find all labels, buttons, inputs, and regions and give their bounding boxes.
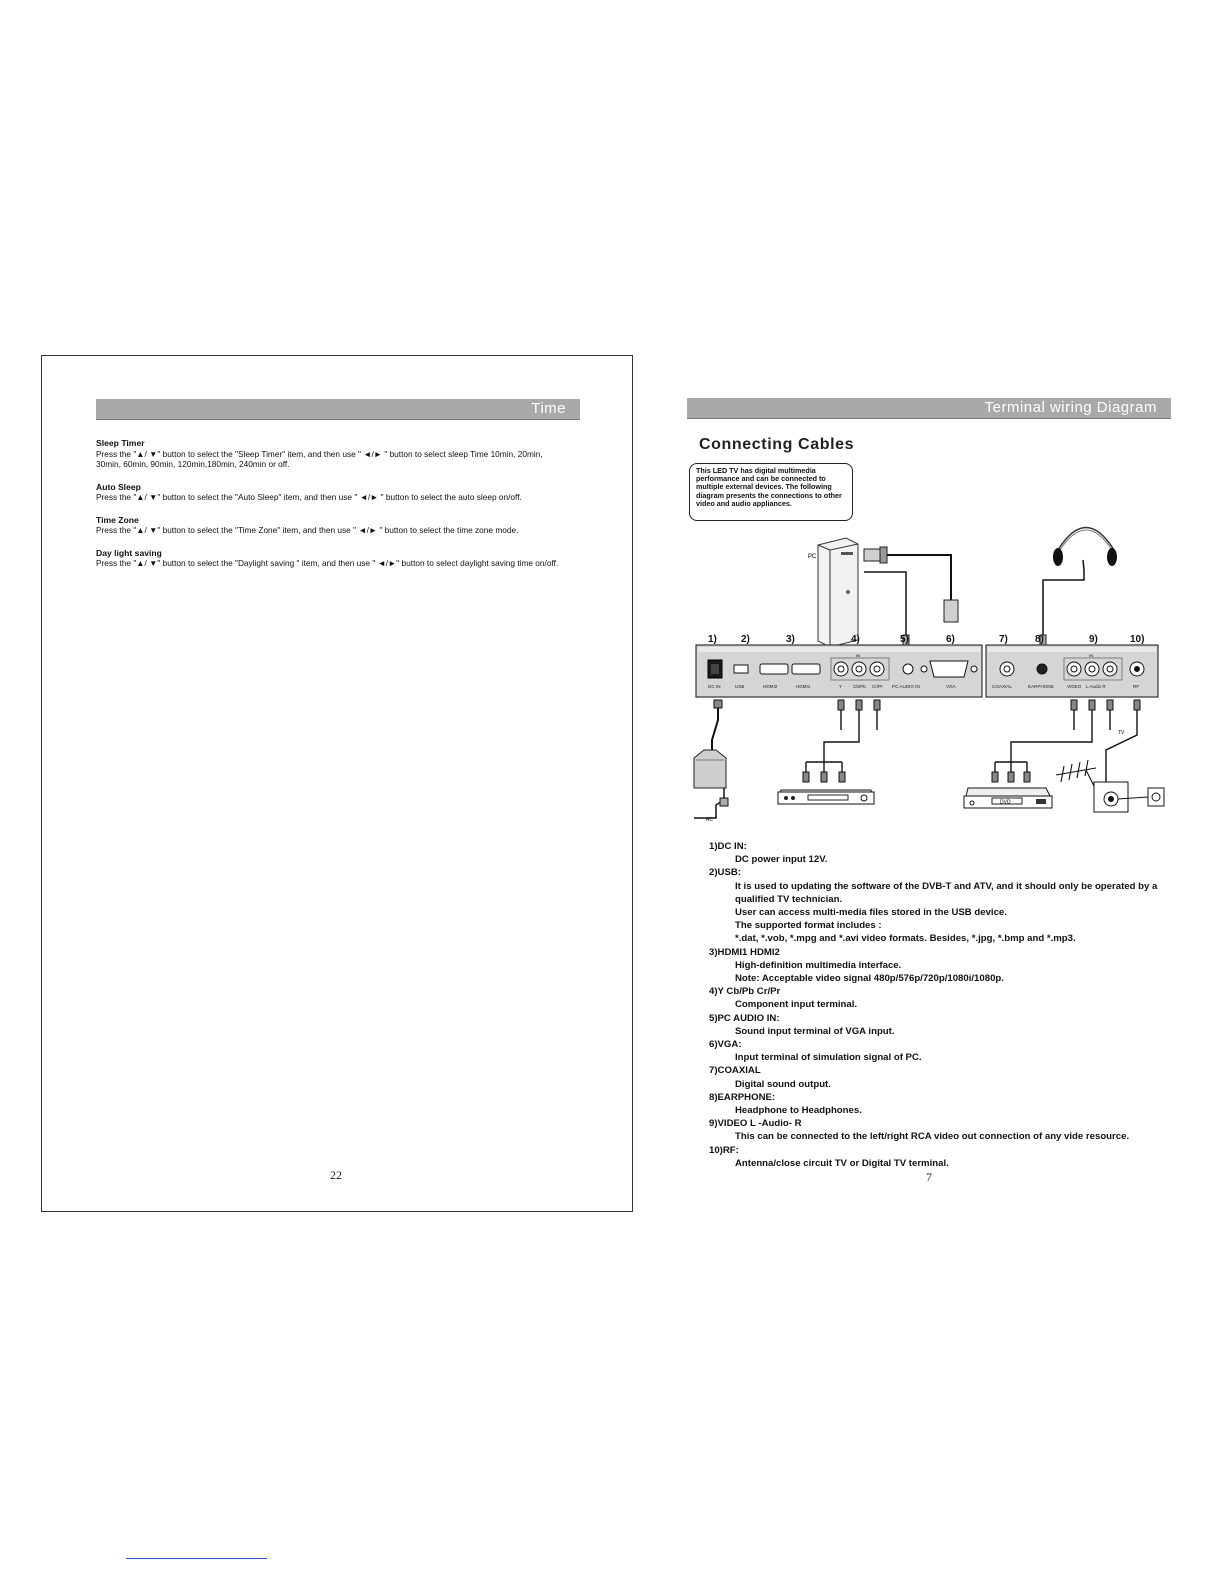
terminal-desc: Input terminal of simulation signal of PC. xyxy=(735,1052,922,1064)
section-text: Press the "▲/ ▼" button to select the "Daylight saving " item, and then use " ◄/►" button to select daylight saving time on/off. xyxy=(96,558,559,568)
terminal-item xyxy=(709,1012,1169,1038)
terminal-descriptions xyxy=(709,840,1169,1170)
terminal-desc: *.dat, *.vob, *.mpg and *.avi video formats. Besides, *.jpg, *.bmp and *.mp3. xyxy=(735,933,1076,945)
info-box: This LED TV has digital multimedia performance and can be connected to multiple external devices. The following diagram presents the connections to other video and audio appliances. xyxy=(689,463,853,521)
terminal-item xyxy=(709,1038,1169,1064)
port-number: 10) xyxy=(1130,634,1145,645)
section-title: Sleep Timer xyxy=(96,438,145,448)
auto-sleep-section xyxy=(96,482,566,503)
terminal-item xyxy=(709,946,1169,986)
rf-wall-socket-icon xyxy=(1094,782,1164,812)
terminal-label: 8)EARPHONE: xyxy=(709,1091,776,1103)
port-label: VIDEO xyxy=(1067,684,1082,689)
port-number: 8) xyxy=(1035,634,1044,645)
port-label: HDMI1 xyxy=(796,684,811,689)
ac-label: AC xyxy=(706,817,713,823)
port-number: 1) xyxy=(708,634,717,645)
time-banner xyxy=(96,399,580,420)
time-banner-title: Time xyxy=(531,400,566,417)
terminal-label: 7)COAXIAL xyxy=(709,1065,761,1077)
terminal-banner-title: Terminal wiring Diagram xyxy=(984,399,1157,416)
port-number: 9) xyxy=(1089,634,1098,645)
dvd-player-left-icon xyxy=(778,790,874,804)
terminal-item xyxy=(709,840,1169,866)
terminal-desc: Antenna/close circuit TV or Digital TV terminal. xyxy=(735,1157,949,1169)
sleep-timer-section xyxy=(96,438,566,470)
terminal-item xyxy=(709,1117,1169,1143)
terminal-desc: DC power input 12V. xyxy=(735,854,828,866)
terminal-item xyxy=(709,1064,1169,1090)
port-number: 5) xyxy=(900,634,909,645)
terminal-label: 1)DC IN: xyxy=(709,841,747,852)
port-label: HDMI2 xyxy=(763,684,778,689)
terminal-desc: The supported format includes : xyxy=(735,920,882,932)
terminal-desc: This can be connected to the left/right RCA video out connection of any vide resource. xyxy=(735,1131,1130,1143)
section-text: Press the "▲/ ▼" button to select the "Auto Sleep" item, and then use " ◄/► " button to select the auto sleep on/off. xyxy=(96,492,522,502)
terminal-item xyxy=(709,1091,1169,1117)
page-number: 7 xyxy=(926,1170,932,1184)
page-heading: Connecting Cables xyxy=(699,436,855,453)
port-number: 3) xyxy=(786,634,795,645)
wiring-diagram xyxy=(686,520,1176,835)
terminal-desc: Note: Acceptable video signal 480p/576p/720p/1080i/1080p. xyxy=(735,973,1004,985)
terminal-label: 5)PC AUDIO IN: xyxy=(709,1012,780,1024)
terminal-label: 3)HDMI1 HDMI2 xyxy=(709,946,780,958)
terminal-label: 4)Y Cb/Pb Cr/Pr xyxy=(709,986,781,998)
av-cable-icon xyxy=(995,705,1110,776)
link-underline xyxy=(126,1558,267,1559)
port-label: USB xyxy=(735,684,745,689)
terminal-desc: Component input terminal. xyxy=(735,999,858,1011)
port-label: EARPHONE xyxy=(1028,684,1054,689)
port-label: COAXIAL xyxy=(992,684,1012,689)
hdmi1-port-icon xyxy=(792,664,820,674)
port-label: RF xyxy=(1133,684,1140,689)
terminal-banner xyxy=(687,398,1171,419)
page-number: 22 xyxy=(330,1168,342,1182)
terminal-desc: Sound input terminal of VGA input. xyxy=(735,1025,895,1037)
terminal-item xyxy=(709,866,1169,945)
power-adapter-icon xyxy=(694,700,728,818)
tv-label: TV xyxy=(1118,730,1125,736)
usb-port-icon xyxy=(734,665,748,673)
port-number: 7) xyxy=(999,634,1008,645)
component-cable-icon xyxy=(806,705,877,776)
dvd-label: DVD xyxy=(1000,799,1011,806)
terminal-desc: Headphone to Headphones. xyxy=(735,1105,862,1117)
port-number: 4) xyxy=(851,634,860,645)
terminal-desc: User can access multi-media files stored in the USB device. xyxy=(735,907,1007,919)
port-number: 6) xyxy=(946,634,955,645)
section-text: Press the "▲/ ▼" button to select the "Sleep Timer" item, and then use " ◄/► " button to select sleep Time 10min, 20min, 30min, 60min, 90min, 120min,180min, 240min or off. xyxy=(96,448,543,469)
terminal-desc: High-definition multimedia interface. xyxy=(735,959,902,971)
port-label: L Audio R xyxy=(1086,684,1106,689)
time-zone-section xyxy=(96,515,566,536)
port-number: 2) xyxy=(741,634,750,645)
component-in-label: IN xyxy=(856,653,860,658)
port-label: DC IN xyxy=(708,684,721,689)
terminal-desc: It is used to updating the software of the DVB-T and ATV, and it should only be operated by a qualified TV technician. xyxy=(735,880,1158,905)
section-title: Time Zone xyxy=(96,514,139,525)
port-label: Cb/Pb xyxy=(853,684,866,689)
terminal-item xyxy=(709,1144,1169,1170)
terminal-label: 2)USB: xyxy=(709,867,741,879)
port-label: VGA xyxy=(946,684,956,689)
av-in-label: IN xyxy=(1089,653,1093,658)
port-label: Y xyxy=(839,684,843,689)
pc-tower-icon xyxy=(818,538,858,647)
section-text: Press the "▲/ ▼" button to select the "Time Zone" item, and then use " ◄/► " button to select the time zone mode. xyxy=(96,525,519,535)
daylight-saving-section xyxy=(96,548,566,569)
headphones-icon xyxy=(1053,528,1117,567)
terminal-desc: Digital sound output. xyxy=(735,1078,831,1090)
pc-label: PC xyxy=(808,554,817,560)
earphone-port-icon xyxy=(1037,664,1047,674)
pc-audio-port-icon xyxy=(903,664,913,674)
left-page xyxy=(41,355,633,1212)
section-title: Auto Sleep xyxy=(96,481,141,492)
terminal-label: 6)VGA: xyxy=(709,1039,742,1051)
section-title: Day light saving xyxy=(96,547,162,558)
hdmi2-port-icon xyxy=(760,664,788,674)
dc-in-port-icon xyxy=(708,660,722,678)
terminal-label: 9)VIDEO L -Audio- R xyxy=(709,1118,802,1130)
time-settings-content xyxy=(96,438,566,581)
port-label: PC AUDIO IN xyxy=(892,684,920,689)
terminal-item xyxy=(709,985,1169,1011)
terminal-label: 10)RF: xyxy=(709,1144,739,1156)
dvd-player-right-icon xyxy=(964,788,1052,808)
port-label: Cr/Pr xyxy=(872,684,883,689)
